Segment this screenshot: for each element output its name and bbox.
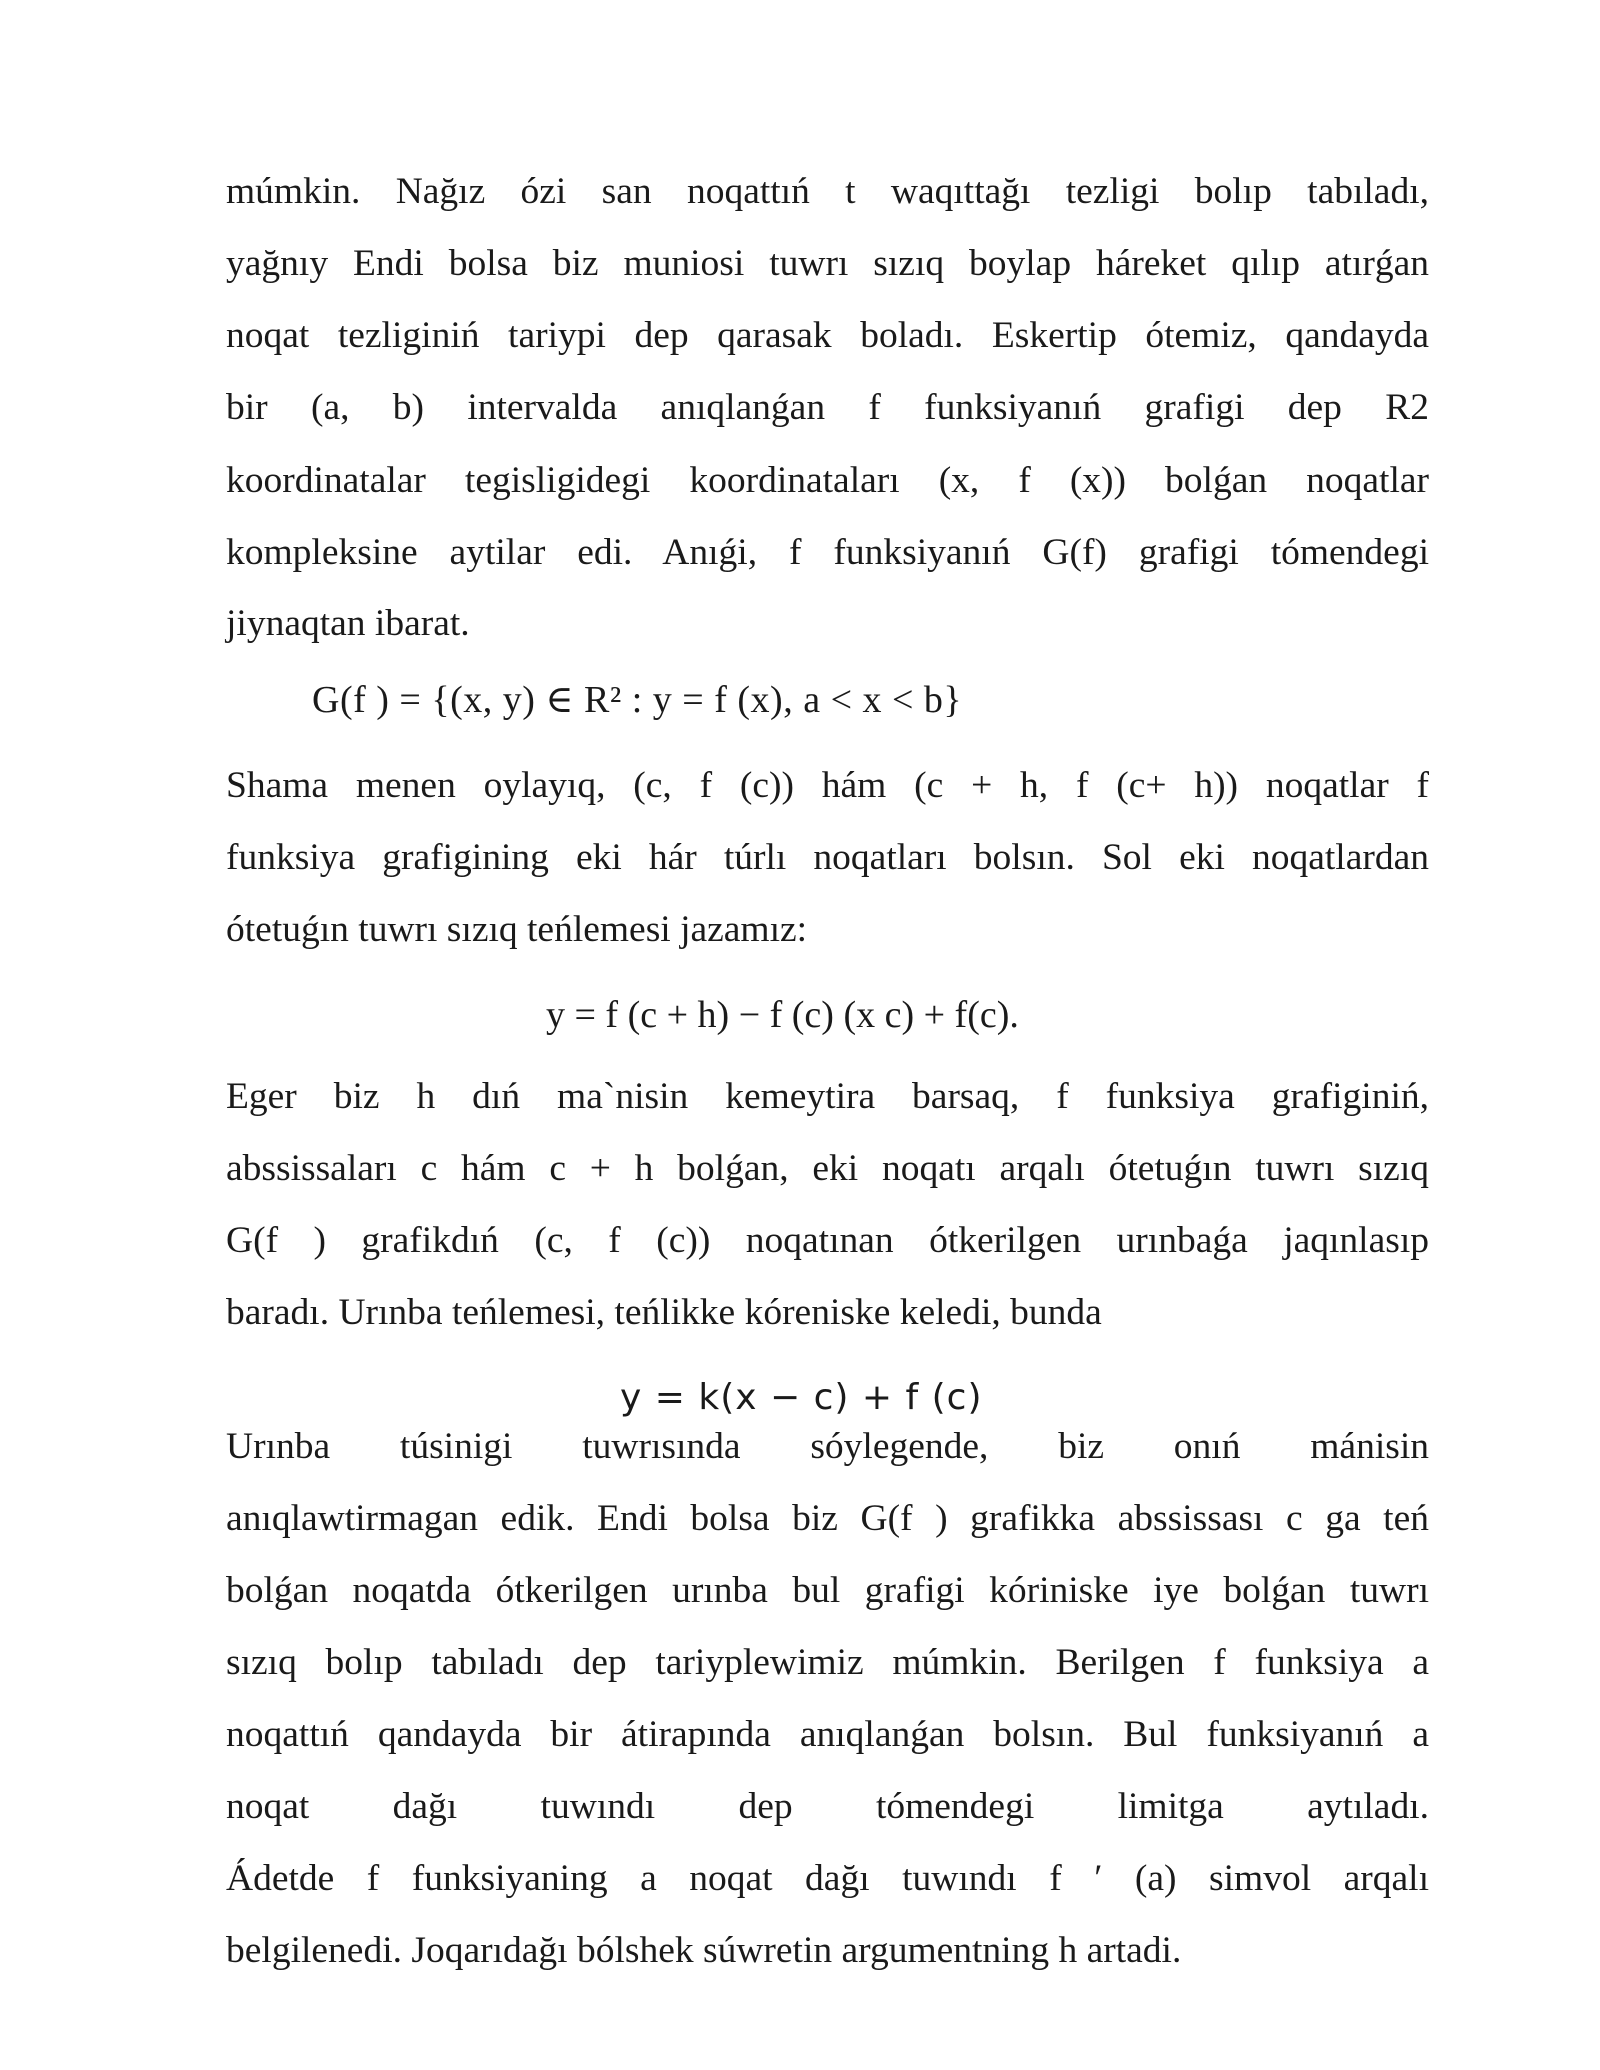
text-line: yağnıy Endi bolsa biz muniosi tuwrı sızıq boylap háreket qılıp atırǵan xyxy=(226,243,1429,284)
text-line: noqat tezliginiń tariypi dep qarasak boladı. Eskertip ótemiz, qandayda xyxy=(226,315,1429,356)
graph-set-formula: G(f ) = {(x, y) ∈ R² : y = f (x), a < x < b} xyxy=(312,679,963,721)
text-line: noqattıń qandayda bir átirapında anıqlanǵan bolsın. Bul funksiyanıń a xyxy=(226,1714,1429,1755)
text-line: Eger biz h dıń ma`nisin kemeytira barsaq, f funksiya grafiginiń, xyxy=(226,1076,1429,1117)
text-line: Urınba túsinigi tuwrısında sóylegende, biz onıń mánisin xyxy=(226,1426,1429,1467)
text-line: G(f ) grafikdıń (c, f (c)) noqatınan ótkerilgen urınbaǵa jaqınlasıp xyxy=(226,1220,1429,1261)
text-line: múmkin. Nağız ózi san noqattıń t waqıttağı tezligi bolıp tabıladı, xyxy=(226,171,1429,212)
text-line: ótetuǵın tuwrı sızıq teńlemesi jazamız: xyxy=(226,909,808,950)
text-line: bolǵan noqatda ótkerilgen urınba bul grafigi kóriniske iye bolǵan tuwrı xyxy=(226,1570,1429,1611)
text-line: abssissaları c hám c + h bolǵan, eki noqatı arqalı ótetuǵın tuwrı sızıq xyxy=(226,1148,1429,1189)
text-line: sızıq bolıp tabıladı dep tariyplewimiz múmkin. Berilgen f funksiya a xyxy=(226,1642,1429,1683)
text-line: koordinatalar tegisligidegi koordinataları (x, f (x)) bolǵan noqatlar xyxy=(226,460,1429,501)
text-line: funksiya grafigining eki hár túrlı noqatları bolsın. Sol eki noqatlardan xyxy=(226,837,1429,878)
text-line: jiynaqtan ibarat. xyxy=(226,603,470,644)
text-line: kompleksine aytilar edi. Anıǵi, f funksiyanıń G(f) grafigi tómendegi xyxy=(226,532,1429,573)
text-line: belgilenedi. Joqarıdağı bólshek súwretin argumentning h artadi. xyxy=(226,1930,1182,1971)
text-line: noqat dağı tuwındı dep tómendegi limitga aytıladı. xyxy=(226,1786,1429,1827)
text-line: Shama menen oylayıq, (c, f (c)) hám (c + h, f (c+ h)) noqatlar f xyxy=(226,765,1429,806)
secant-line-formula: y = f (c + h) − f (c) (x c) + f(c). xyxy=(546,994,1019,1036)
text-line: bir (a, b) intervalda anıqlanǵan f funksiyanıń grafigi dep R2 xyxy=(226,387,1429,428)
tangent-line-formula: y = k(x − c) + f (c) xyxy=(620,1377,983,1418)
text-line: Ádetde f funksiyaning a noqat dağı tuwındı f ′ (a) simvol arqalı xyxy=(226,1858,1429,1899)
text-line: anıqlawtirmagan edik. Endi bolsa biz G(f ) grafikka abssissası c ga teń xyxy=(226,1498,1429,1539)
text-line: baradı. Urınba teńlemesi, teńlikke kóreniske keledi, bunda xyxy=(226,1292,1102,1333)
